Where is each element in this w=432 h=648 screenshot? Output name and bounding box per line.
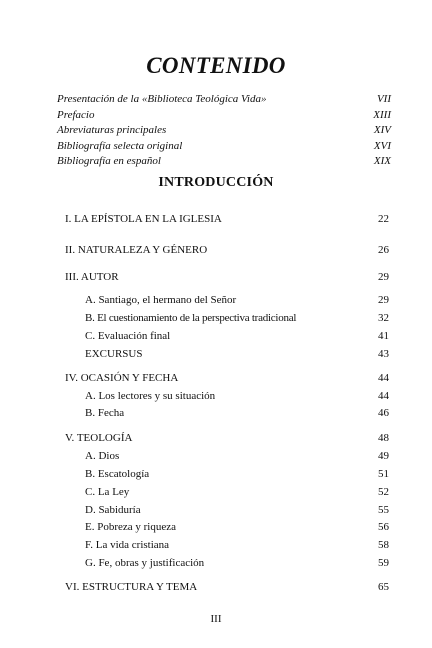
front-matter-entry	[57, 139, 391, 155]
entry-label: B. Fecha	[85, 407, 125, 419]
toc-entry	[65, 243, 389, 257]
entry-page: XIV	[373, 124, 391, 136]
entry-label: Presentación de la «Biblioteca Teológica Vida»	[57, 93, 267, 105]
toc-subentry	[65, 467, 389, 481]
entry-label: C. La Ley	[85, 486, 130, 498]
entry-label: A. Dios	[85, 450, 120, 462]
entry-page: 29	[378, 294, 389, 306]
toc-entry	[65, 212, 389, 226]
front-matter-list	[57, 92, 391, 170]
entry-page: 41	[378, 330, 389, 342]
entry-page: 22	[378, 213, 389, 225]
toc-subentry	[65, 520, 389, 534]
entry-label: C. Evaluación final	[85, 330, 171, 342]
section-heading: INTRODUCCIÓN	[158, 175, 274, 190]
entry-page: 26	[378, 244, 389, 256]
entry-label: III. AUTOR	[65, 271, 119, 283]
entry-label: Bibliografía en español	[57, 155, 161, 167]
toc-subentry	[65, 329, 389, 343]
entry-page: 49	[378, 450, 389, 462]
page-title: CONTENIDO	[146, 53, 286, 78]
entry-page: XIII	[373, 108, 391, 121]
toc-entry	[65, 580, 389, 594]
entry-page: 44	[378, 372, 389, 384]
entry-label: Prefacio	[57, 108, 95, 121]
entry-label: EXCURSUS	[85, 348, 143, 360]
entry-label: A. Santiago, el hermano del Señor	[85, 294, 237, 306]
toc-entry	[65, 431, 389, 445]
entry-page: 51	[378, 468, 389, 480]
entry-label: G. Fe, obras y justificación	[85, 557, 205, 569]
toc-subentry	[65, 311, 389, 325]
entry-label: II. NATURALEZA Y GÉNERO	[65, 244, 208, 256]
entry-page: XIX	[373, 155, 391, 167]
entry-page: XVI	[373, 139, 391, 152]
toc-subentry	[65, 485, 389, 499]
entry-page: 52	[378, 486, 389, 498]
entry-page: 58	[378, 539, 389, 551]
toc-entry	[65, 371, 389, 385]
toc-subentry	[65, 556, 389, 570]
toc-entry	[65, 270, 389, 284]
entry-label: D. Sabiduría	[85, 504, 141, 516]
page-number: III	[210, 613, 222, 625]
toc-subentry	[65, 538, 389, 552]
entry-page: 29	[378, 271, 389, 283]
front-matter-entry	[57, 108, 391, 124]
entry-label: V. TEOLOGÍA	[65, 432, 133, 444]
entry-label: F. La vida cristiana	[85, 539, 170, 551]
toc-subentry	[65, 503, 389, 517]
front-matter-entry	[57, 92, 391, 108]
entry-label: I. LA EPÍSTOLA EN LA IGLESIA	[65, 213, 222, 225]
entry-page: 32	[378, 312, 389, 324]
front-matter-entry	[57, 123, 391, 139]
entry-page: VII	[376, 93, 391, 105]
entry-page: 43	[378, 348, 389, 360]
toc-subentry	[65, 389, 389, 403]
entry-page: 44	[378, 390, 389, 402]
entry-label: B. El cuestionamiento de la perspectiva tradicional	[85, 312, 297, 324]
entry-label: Abreviaturas principales	[57, 124, 167, 136]
entry-page: 56	[378, 521, 389, 533]
entry-label: Bibliografía selecta original	[57, 139, 183, 152]
toc-subentry	[65, 347, 389, 361]
entry-page: 59	[378, 557, 389, 569]
toc-subentry	[65, 449, 389, 463]
entry-page: 46	[378, 407, 389, 419]
entry-label: E. Pobreza y riqueza	[85, 521, 177, 533]
entry-label: IV. OCASIÓN Y FECHA	[65, 372, 179, 384]
entry-label: B. Escatología	[85, 468, 150, 480]
toc-subentry	[65, 406, 389, 420]
entry-label: A. Los lectores y su situación	[85, 390, 216, 402]
entry-page: 55	[378, 504, 389, 516]
toc-subentry	[65, 293, 389, 307]
entry-page: 48	[378, 432, 389, 444]
entry-label: VI. ESTRUCTURA Y TEMA	[65, 581, 198, 593]
entry-page: 65	[378, 581, 389, 593]
front-matter-entry	[57, 154, 391, 170]
